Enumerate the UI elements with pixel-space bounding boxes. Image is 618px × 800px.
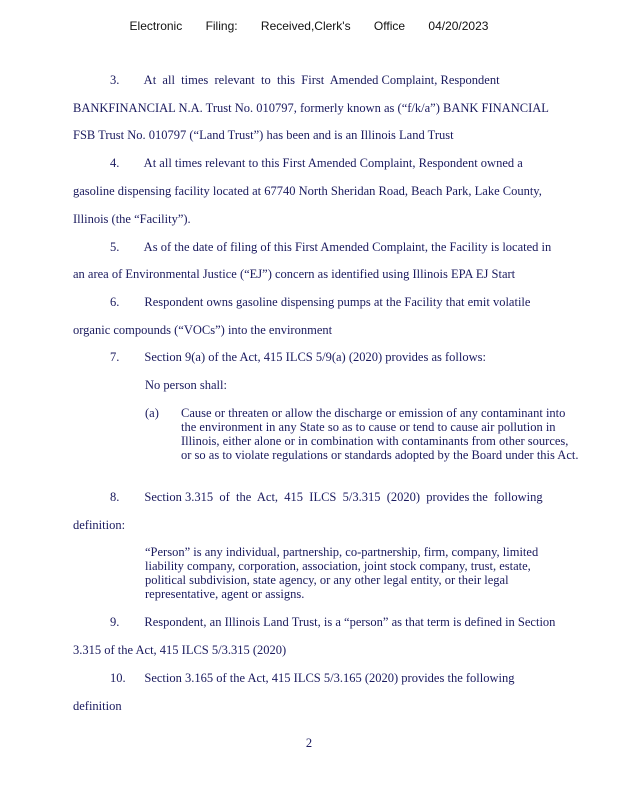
para-10-line-1: 10. Section 3.165 of the Act, 415 ILCS 5/3.165 (2020) provides the following [110, 671, 515, 685]
para-9-line-1: 9. Respondent, an Illinois Land Trust, is a “person” as that term is defined in Section [110, 615, 556, 629]
para-7-a-text: Cause or threaten or allow the discharge or emission of any contaminant into the environment in any State so as to cause or tend to cause air pollution in Illinois, either alone or in combination with contaminants from other sources, or so as to violate regulations or standards adopted by the Board under this Act. [181, 406, 579, 462]
para-3-line-3: FSB Trust No. 010797 (“Land Trust”) has been and is an Illinois Land Trust [73, 128, 454, 142]
filing-header [0, 19, 618, 33]
para-8-line-2: definition: [73, 518, 126, 532]
header-electronic: Electronic [129, 19, 183, 33]
header-office: Office [373, 19, 406, 33]
para-5-line-1: 5. As of the date of filing of this First Amended Complaint, the Facility is located in [110, 240, 552, 254]
header-date: 04/20/2023 [428, 19, 489, 33]
para-9-line-2: 3.315 of the Act, 415 ILCS 5/3.315 (2020) [73, 643, 287, 657]
header-received: Received,Clerk's [260, 19, 351, 33]
para-7-a-label: (a) [145, 406, 159, 420]
header-filing: Filing: [205, 19, 238, 33]
para-10-line-2: definition [73, 699, 122, 713]
para-8-line-1: 8. Section 3.315 of the Act, 415 ILCS 5/3.315 (2020) provides the following [110, 490, 543, 504]
para-6-line-1: 6. Respondent owns gasoline dispensing pumps at the Facility that emit volatile [110, 295, 531, 309]
para-4-line-3: Illinois (the “Facility”). [73, 212, 191, 226]
para-3-line-2: BANKFINANCIAL N.A. Trust No. 010797, formerly known as (“f/k/a”) BANK FINANCIAL [73, 101, 549, 115]
para-4-line-1: 4. At all times relevant to this First Amended Complaint, Respondent owned a [110, 156, 523, 170]
para-7-line-1: 7. Section 9(a) of the Act, 415 ILCS 5/9(a) (2020) provides as follows: [110, 350, 486, 364]
para-8-quote: “Person” is any individual, partnership, co-partnership, firm, company, limited liability company, corporation, association, joint stock company, trust, estate, political subdivision, state agency, or any other legal entity, or their legal representative, agent or assigns. [145, 545, 539, 601]
para-6-line-2: organic compounds (“VOCs”) into the environment [73, 323, 333, 337]
page-number: 2 [305, 736, 313, 750]
para-5-line-2: an area of Environmental Justice (“EJ”) concern as identified using Illinois EPA EJ Start [73, 267, 516, 281]
para-4-line-2: gasoline dispensing facility located at 67740 North Sheridan Road, Beach Park, Lake County, [73, 184, 542, 198]
para-3-line-1: 3. At all times relevant to this First Amended Complaint, Respondent [110, 73, 500, 87]
para-7-line-2: No person shall: [145, 378, 227, 392]
